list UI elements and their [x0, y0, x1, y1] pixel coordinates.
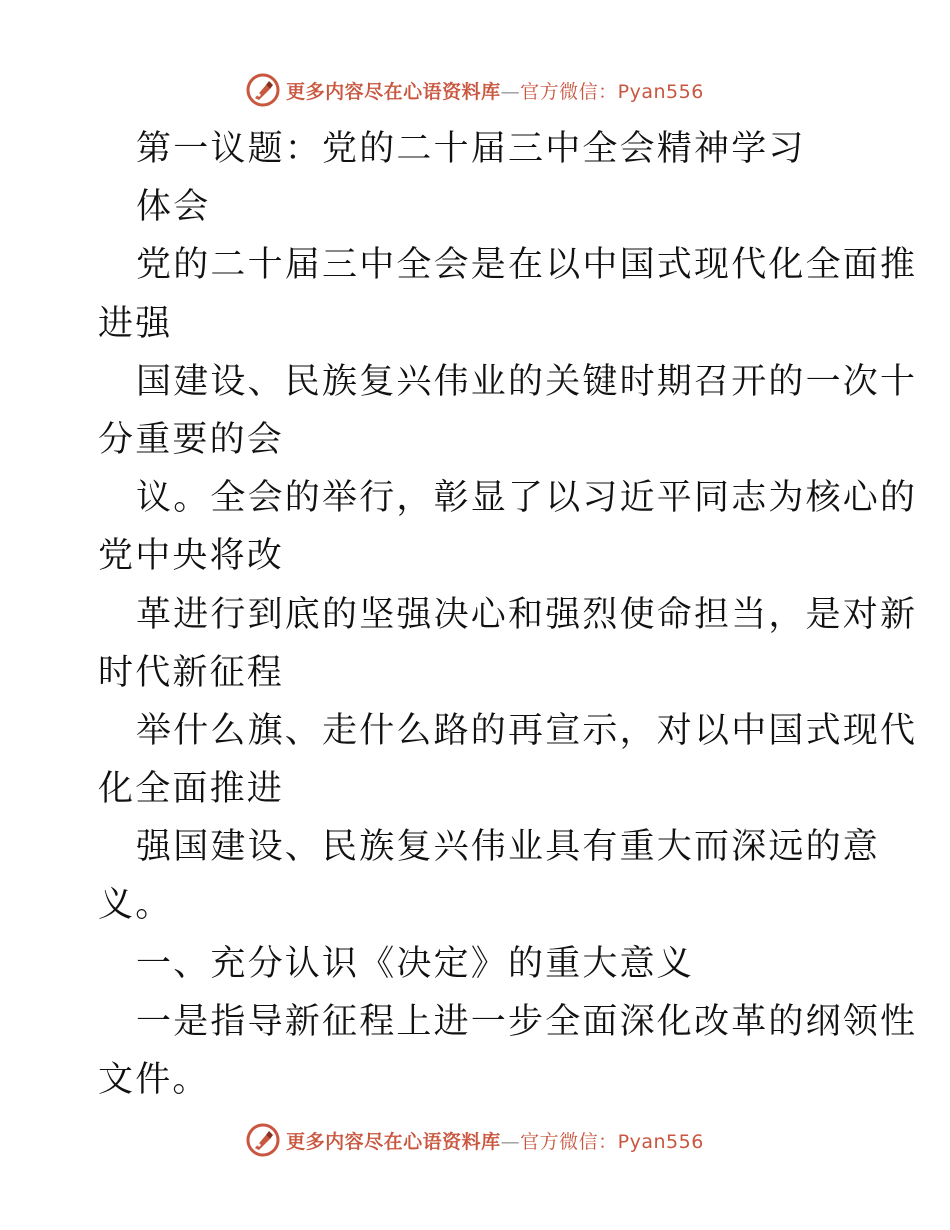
watermark-footer	[0, 1120, 950, 1160]
watermark-separator: —	[500, 1130, 521, 1153]
watermark-text: 更多内容尽在心语资料库	[286, 80, 501, 103]
document-line: 一是指导新征程上进一步全面深化改革的纲领性	[136, 1001, 918, 1042]
document-line: 时代新征程	[98, 652, 285, 693]
document-line: 化全面推进	[98, 769, 285, 810]
document-line: 义。	[98, 885, 173, 926]
document-line: 国建设、民族复兴伟业的关键时期召开的一次十	[136, 361, 918, 402]
document-line: 一、充分认识《决定》的重大意义	[136, 943, 695, 984]
document-body	[98, 120, 918, 1109]
document-line: 党中央将改	[98, 536, 285, 577]
watermark-text: 更多内容尽在心语资料库	[286, 1130, 501, 1153]
document-line: 体会	[136, 187, 211, 228]
watermark-separator: —	[500, 80, 521, 103]
document-line: 举什么旗、走什么路的再宣示，对以中国式现代	[136, 710, 918, 751]
document-line: 革进行到底的坚强决心和强烈使命担当，是对新	[136, 594, 918, 635]
pen-nib-logo-icon	[246, 73, 280, 107]
document-line: 党的二十届三中全会是在以中国式现代化全面推	[136, 245, 918, 286]
document-line: 进强	[98, 303, 173, 344]
document-line: 分重要的会	[98, 419, 285, 460]
watermark-contact: 官方微信：Pyan556	[520, 1130, 704, 1153]
document-line: 文件。	[98, 1060, 210, 1100]
watermark-header	[0, 70, 950, 110]
document-line: 强国建设、民族复兴伟业具有重大而深远的意	[136, 827, 881, 868]
document-line: 第一议题：党的二十届三中全会精神学习	[136, 129, 806, 169]
watermark-contact: 官方微信：Pyan556	[520, 80, 704, 103]
document-line: 议。全会的举行，彰显了以习近平同志为核心的	[136, 478, 918, 519]
pen-nib-logo-icon	[246, 1123, 280, 1157]
